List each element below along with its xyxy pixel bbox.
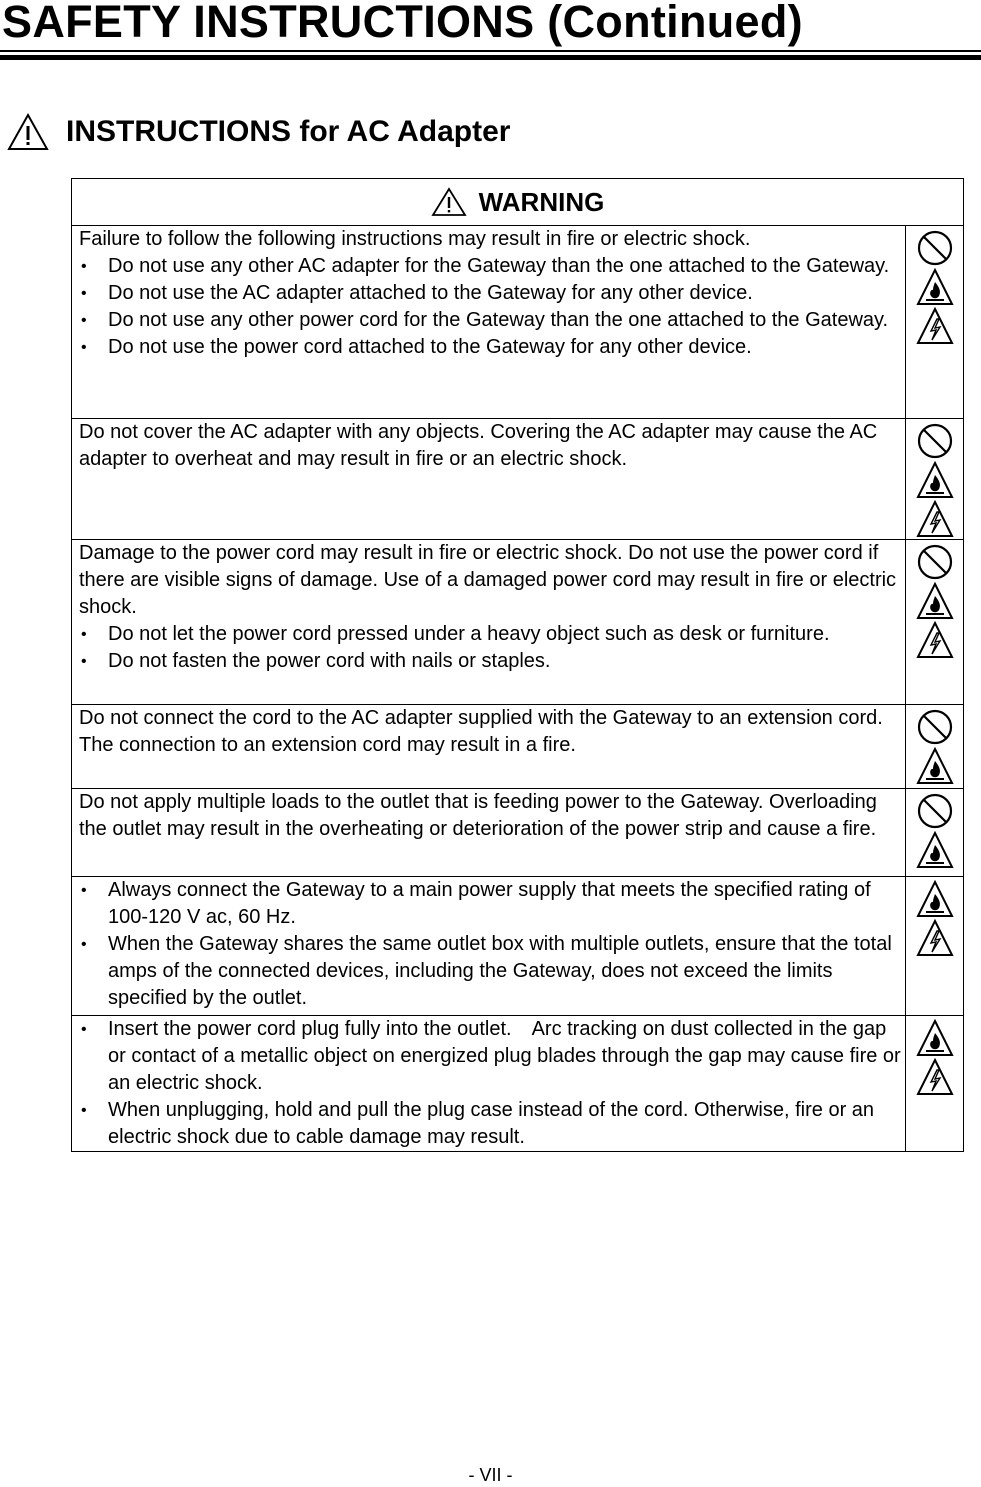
bullet-list — [79, 253, 905, 361]
icon-cell — [906, 226, 964, 419]
electric-shock-icon — [906, 307, 963, 345]
fire-warning-icon — [906, 1019, 963, 1057]
bullet-item: • Insert the power cord plug fully into the outlet. Arc tracking on dust collected in the gap or contact of a metallic object on energized plug blades through the gap may cause fire or an electric shock. — [79, 1016, 905, 1097]
bullet-item: • Do not fasten the power cord with nails or staples. — [79, 648, 905, 675]
table-row — [72, 789, 964, 877]
bullet-item: • When the Gateway shares the same outlet box with multiple outlets, ensure that the total amps of the connected devices, including the Gateway, does not exceed the limits specified by the outlet. — [79, 931, 905, 1012]
table-row — [72, 877, 964, 1016]
table-row — [72, 705, 964, 789]
icon-cell — [906, 789, 964, 877]
warning-label: WARNING — [478, 186, 605, 217]
section-title: INSTRUCTIONS for AC Adapter — [66, 115, 511, 148]
fire-warning-icon — [906, 268, 963, 306]
title-rule-thin — [0, 50, 981, 52]
table-header — [72, 179, 964, 226]
fire-warning-icon — [906, 880, 963, 918]
table-row — [72, 419, 964, 540]
table-row — [72, 540, 964, 705]
electric-shock-icon — [906, 1058, 963, 1096]
instruction-cell — [72, 877, 906, 1016]
instruction-cell — [72, 540, 906, 705]
instruction-text: Do not apply multiple loads to the outlet that is feeding power to the Gateway. Overloading the outlet may result in the overheating or deterioration of the power strip and cause a fire. — [79, 791, 877, 840]
prohibit-icon — [906, 422, 963, 460]
bullet-item: • When unplugging, hold and pull the plug case instead of the cord. Otherwise, fire or an electric shock due to cable damage may result. — [79, 1097, 905, 1151]
bullet-item: • Do not use any other power cord for the Gateway than the one attached to the Gateway. — [79, 307, 905, 334]
instruction-text: Do not connect the cord to the AC adapter supplied with the Gateway to an extension cord. The connection to an extension cord may result in a fire. — [79, 707, 883, 756]
page-number: - VII - — [468, 1465, 513, 1485]
prohibit-icon — [906, 543, 963, 581]
instruction-cell — [72, 705, 906, 789]
instruction-text: Failure to follow the following instructions may result in fire or electric shock. — [79, 228, 751, 250]
bullet-list — [79, 621, 905, 675]
caution-triangle-icon — [6, 112, 50, 152]
instruction-cell — [72, 419, 906, 540]
table-row — [72, 226, 964, 419]
page-title: SAFETY INSTRUCTIONS (Continued) — [2, 0, 803, 47]
title-rule-thick — [0, 55, 981, 60]
bullet-item: • Do not use any other AC adapter for the Gateway than the one attached to the Gateway. — [79, 253, 905, 280]
bullet-item: • Do not use the power cord attached to the Gateway for any other device. — [79, 334, 905, 361]
warning-table — [71, 178, 964, 1152]
electric-shock-icon — [906, 621, 963, 659]
bullet-item: • Always connect the Gateway to a main power supply that meets the specified rating of 100-120 V ac, 60 Hz. — [79, 877, 905, 931]
electric-shock-icon — [906, 500, 963, 538]
prohibit-icon — [906, 708, 963, 746]
prohibit-icon — [906, 792, 963, 830]
fire-warning-icon — [906, 747, 963, 785]
fire-warning-icon — [906, 831, 963, 869]
icon-cell — [906, 1016, 964, 1152]
table-row — [72, 1016, 964, 1152]
bullet-list — [79, 877, 905, 1012]
fire-warning-icon — [906, 582, 963, 620]
fire-warning-icon — [906, 461, 963, 499]
icon-cell — [906, 877, 964, 1016]
icon-cell — [906, 419, 964, 540]
instruction-text: Do not cover the AC adapter with any objects. Covering the AC adapter may cause the AC adapter to overheat and may result in fire or an electric shock. — [79, 421, 878, 470]
bullet-list — [79, 1016, 905, 1151]
electric-shock-icon — [906, 919, 963, 957]
bullet-item: • Do not let the power cord pressed under a heavy object such as desk or furniture. — [79, 621, 905, 648]
icon-cell — [906, 705, 964, 789]
bullet-item: • Do not use the AC adapter attached to the Gateway for any other device. — [79, 280, 905, 307]
section-heading — [6, 112, 510, 152]
prohibit-icon — [906, 229, 963, 267]
instruction-cell — [72, 226, 906, 419]
instruction-text: Damage to the power cord may result in fire or electric shock. Do not use the power cord if there are visible signs of damage. Use of a damaged power cord may result in fire or electric shock. — [79, 542, 897, 618]
instruction-cell — [72, 1016, 906, 1152]
caution-triangle-icon — [431, 187, 467, 217]
instruction-cell — [72, 789, 906, 877]
icon-cell — [906, 540, 964, 705]
